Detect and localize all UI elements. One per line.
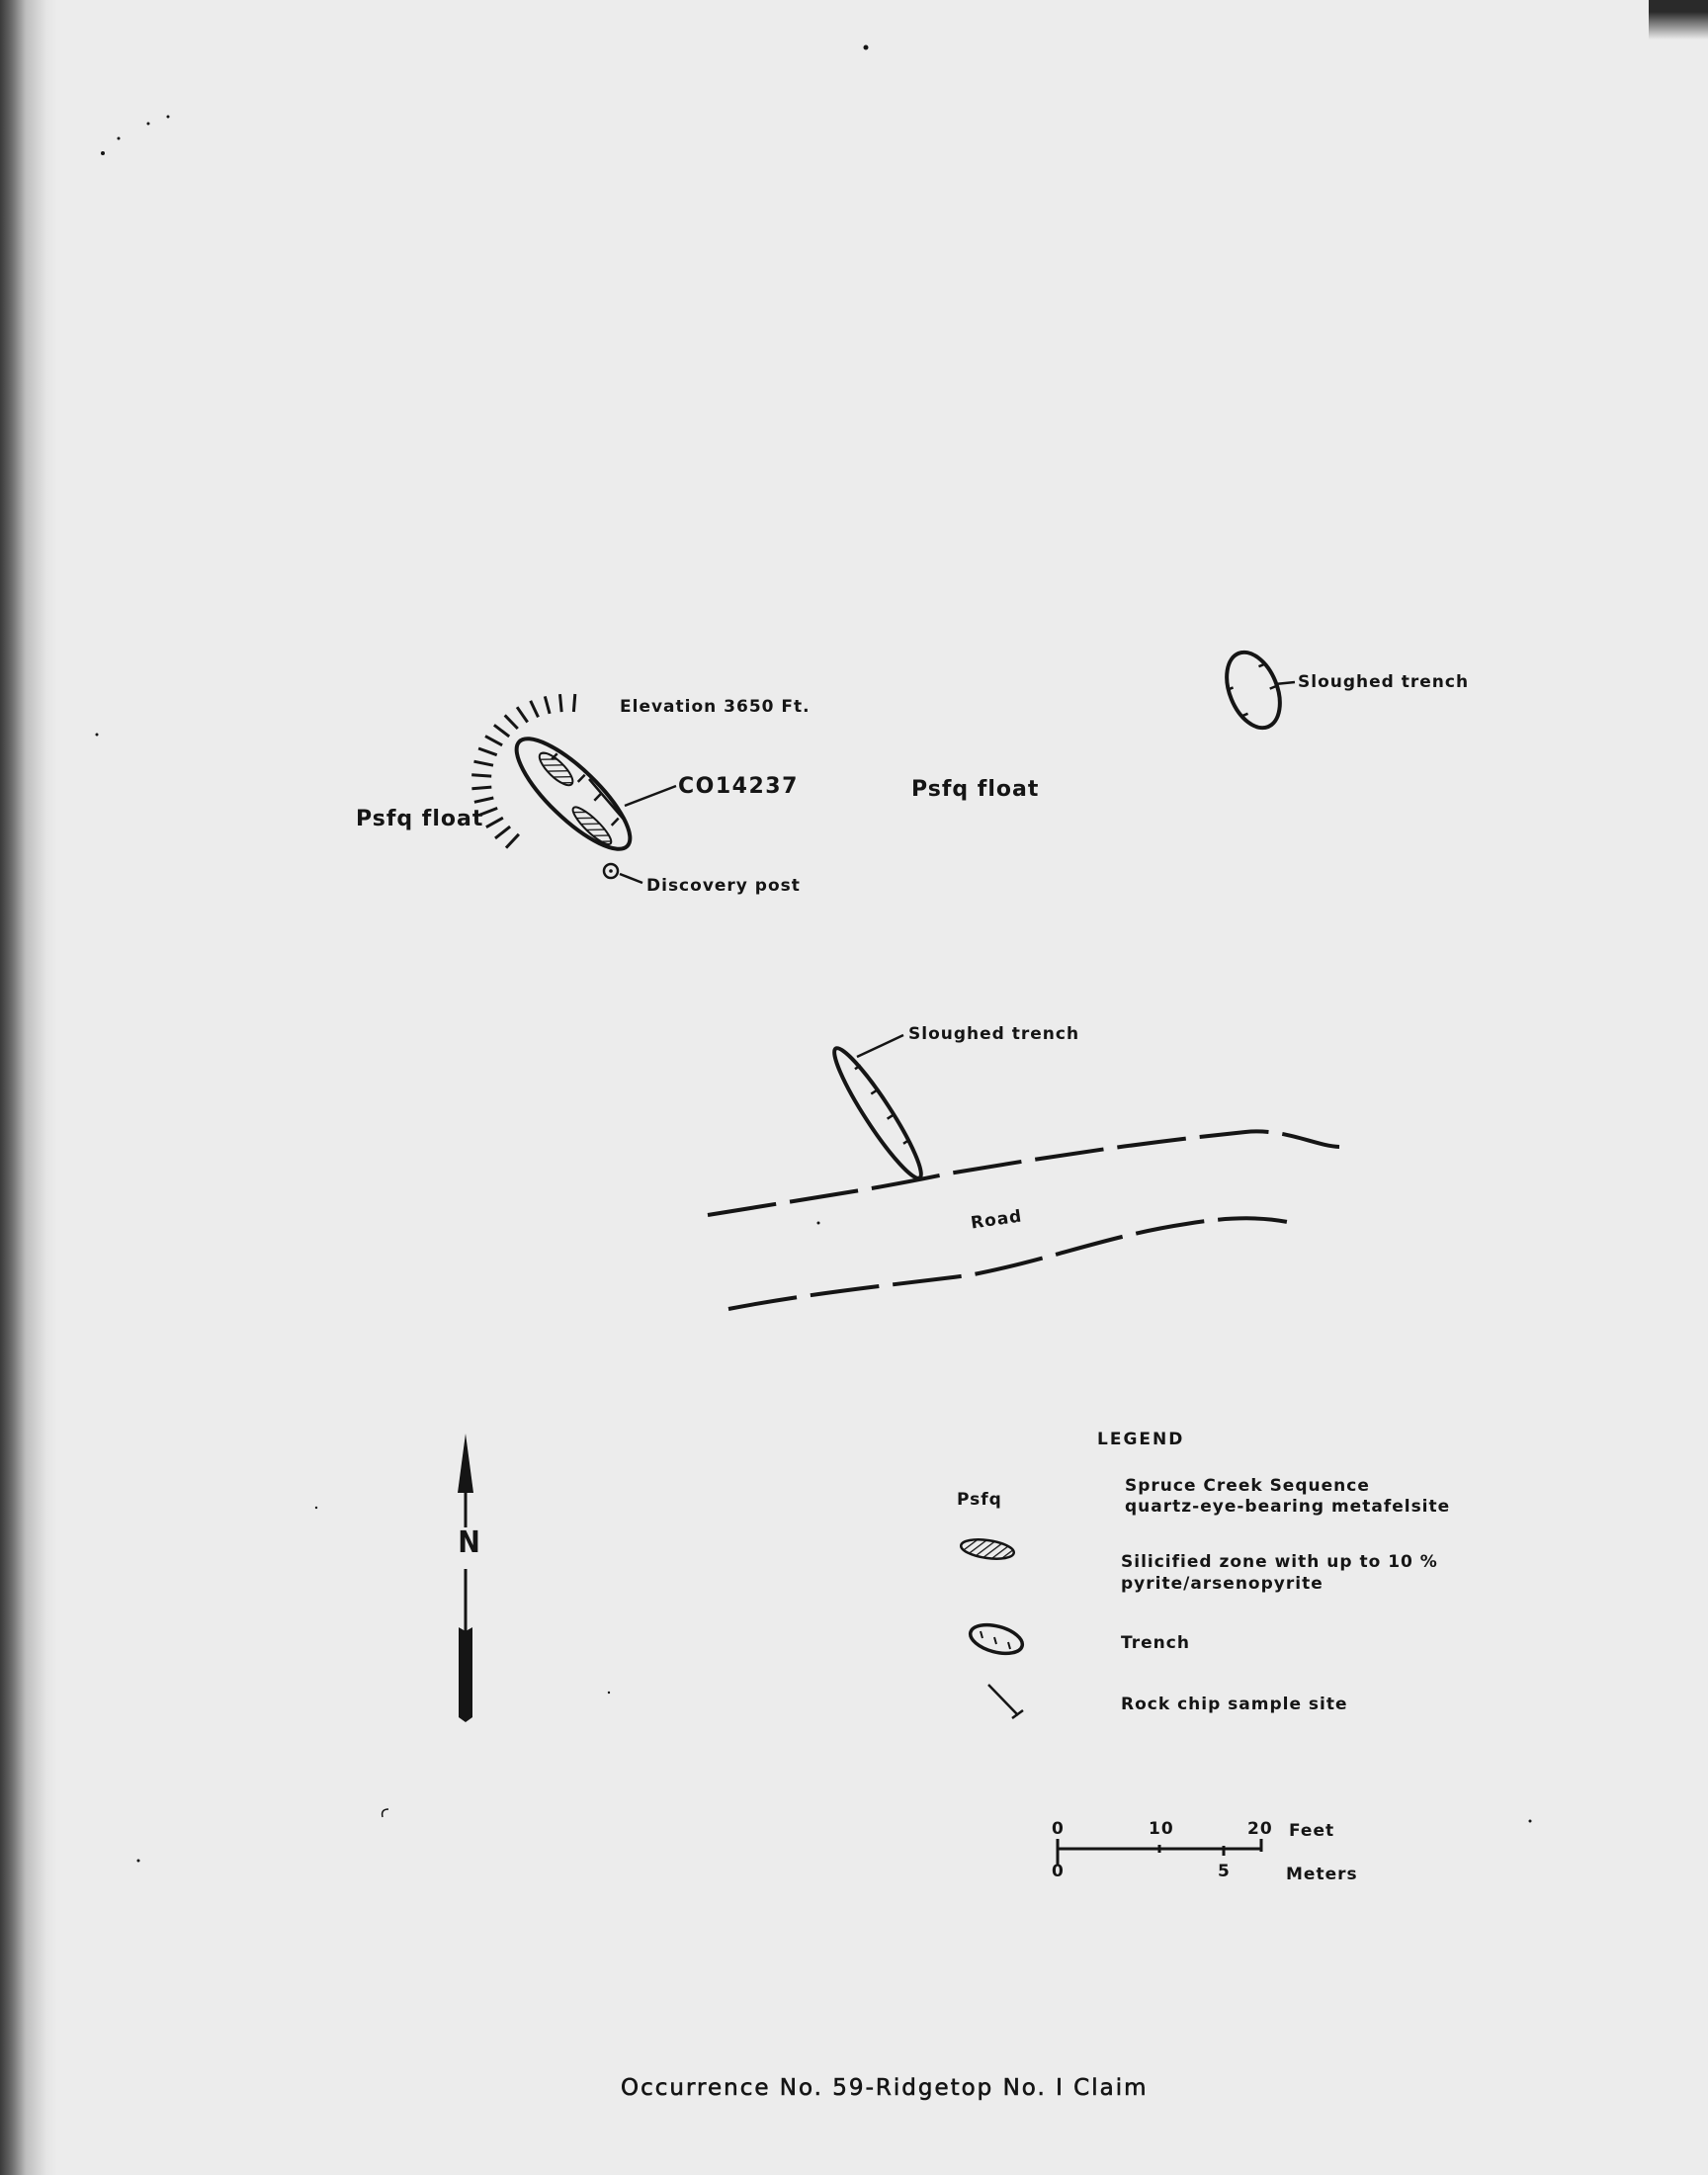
legend-psfq-symbol: Psfq <box>957 1490 1002 1510</box>
hachure-mark <box>471 775 491 776</box>
trench-icon <box>968 1619 1026 1658</box>
hachure-mark <box>474 761 494 765</box>
rock-chip-icon <box>988 1685 1023 1718</box>
road-south-edge <box>728 1218 1297 1309</box>
road-north-edge <box>708 1131 1339 1215</box>
scale-meter-tick-0: 0 <box>1052 1862 1065 1881</box>
legend-item-silicified-line1: Silicified zone with up to 10 % <box>1121 1552 1438 1572</box>
hachure-mark <box>506 834 519 848</box>
psfq-float-east-label: Psfq float <box>911 777 1040 802</box>
hachure-mark <box>494 725 509 737</box>
legend-item-psfq-line2: quartz-eye-bearing metafelsite <box>1125 1497 1451 1517</box>
north-arrow-label: N <box>458 1525 481 1560</box>
sample-leader-line <box>625 786 676 806</box>
discovery-post-label: Discovery post <box>646 876 801 896</box>
scale-feet-tick-10: 10 <box>1149 1819 1174 1839</box>
sample-id-label: CO14237 <box>678 774 799 799</box>
hachure-mark <box>531 701 539 718</box>
sloughed-trench-ne-label: Sloughed trench <box>1298 672 1470 692</box>
legend-item-psfq-line1: Spruce Creek Sequence <box>1125 1476 1370 1496</box>
hachure-mark <box>573 694 574 712</box>
sloughed-trench-ne-leader <box>1275 682 1295 684</box>
main-trench <box>502 724 644 864</box>
hachure-mark <box>474 798 493 802</box>
hachure-mark <box>478 748 497 755</box>
scale-meter-unit: Meters <box>1286 1865 1358 1884</box>
sloughed-trench-center-label: Sloughed trench <box>908 1024 1080 1044</box>
hachure-mark <box>517 707 528 722</box>
hachure-mark <box>560 694 562 712</box>
hachure-mark <box>495 826 510 838</box>
north-arrow <box>458 1434 473 1722</box>
legend-title: LEGEND <box>1097 1430 1185 1449</box>
map-caption: Occurrence No. 59-Ridgetop No. I Claim <box>621 2075 1149 2101</box>
hachure-mark <box>485 737 502 745</box>
psfq-float-west-label: Psfq float <box>356 807 484 831</box>
discovery-post-leader <box>620 874 642 883</box>
hachure-mark <box>545 696 550 714</box>
sloughed-trench-ne <box>1217 645 1290 736</box>
scale-feet-unit: Feet <box>1289 1821 1335 1841</box>
legend-item-silicified-line2: pyrite/arsenopyrite <box>1121 1574 1324 1594</box>
hachure-mark <box>471 787 491 789</box>
road-label: Road <box>969 1206 1024 1234</box>
hachure-mark <box>505 715 518 729</box>
legend-item-trench: Trench <box>1121 1633 1190 1653</box>
silicified-zone-icon <box>960 1536 1015 1561</box>
scale-feet-tick-0: 0 <box>1052 1819 1065 1839</box>
elevation-label: Elevation 3650 Ft. <box>620 697 811 717</box>
scale-bar <box>1058 1839 1261 1865</box>
sloughed-trench-center-leader <box>857 1035 903 1057</box>
scale-feet-tick-20: 20 <box>1247 1819 1273 1839</box>
sloughed-trench-center <box>825 1042 931 1185</box>
legend-item-rock-chip: Rock chip sample site <box>1121 1695 1348 1714</box>
hachure-mark <box>486 818 503 827</box>
scale-meter-tick-5: 5 <box>1218 1862 1231 1881</box>
